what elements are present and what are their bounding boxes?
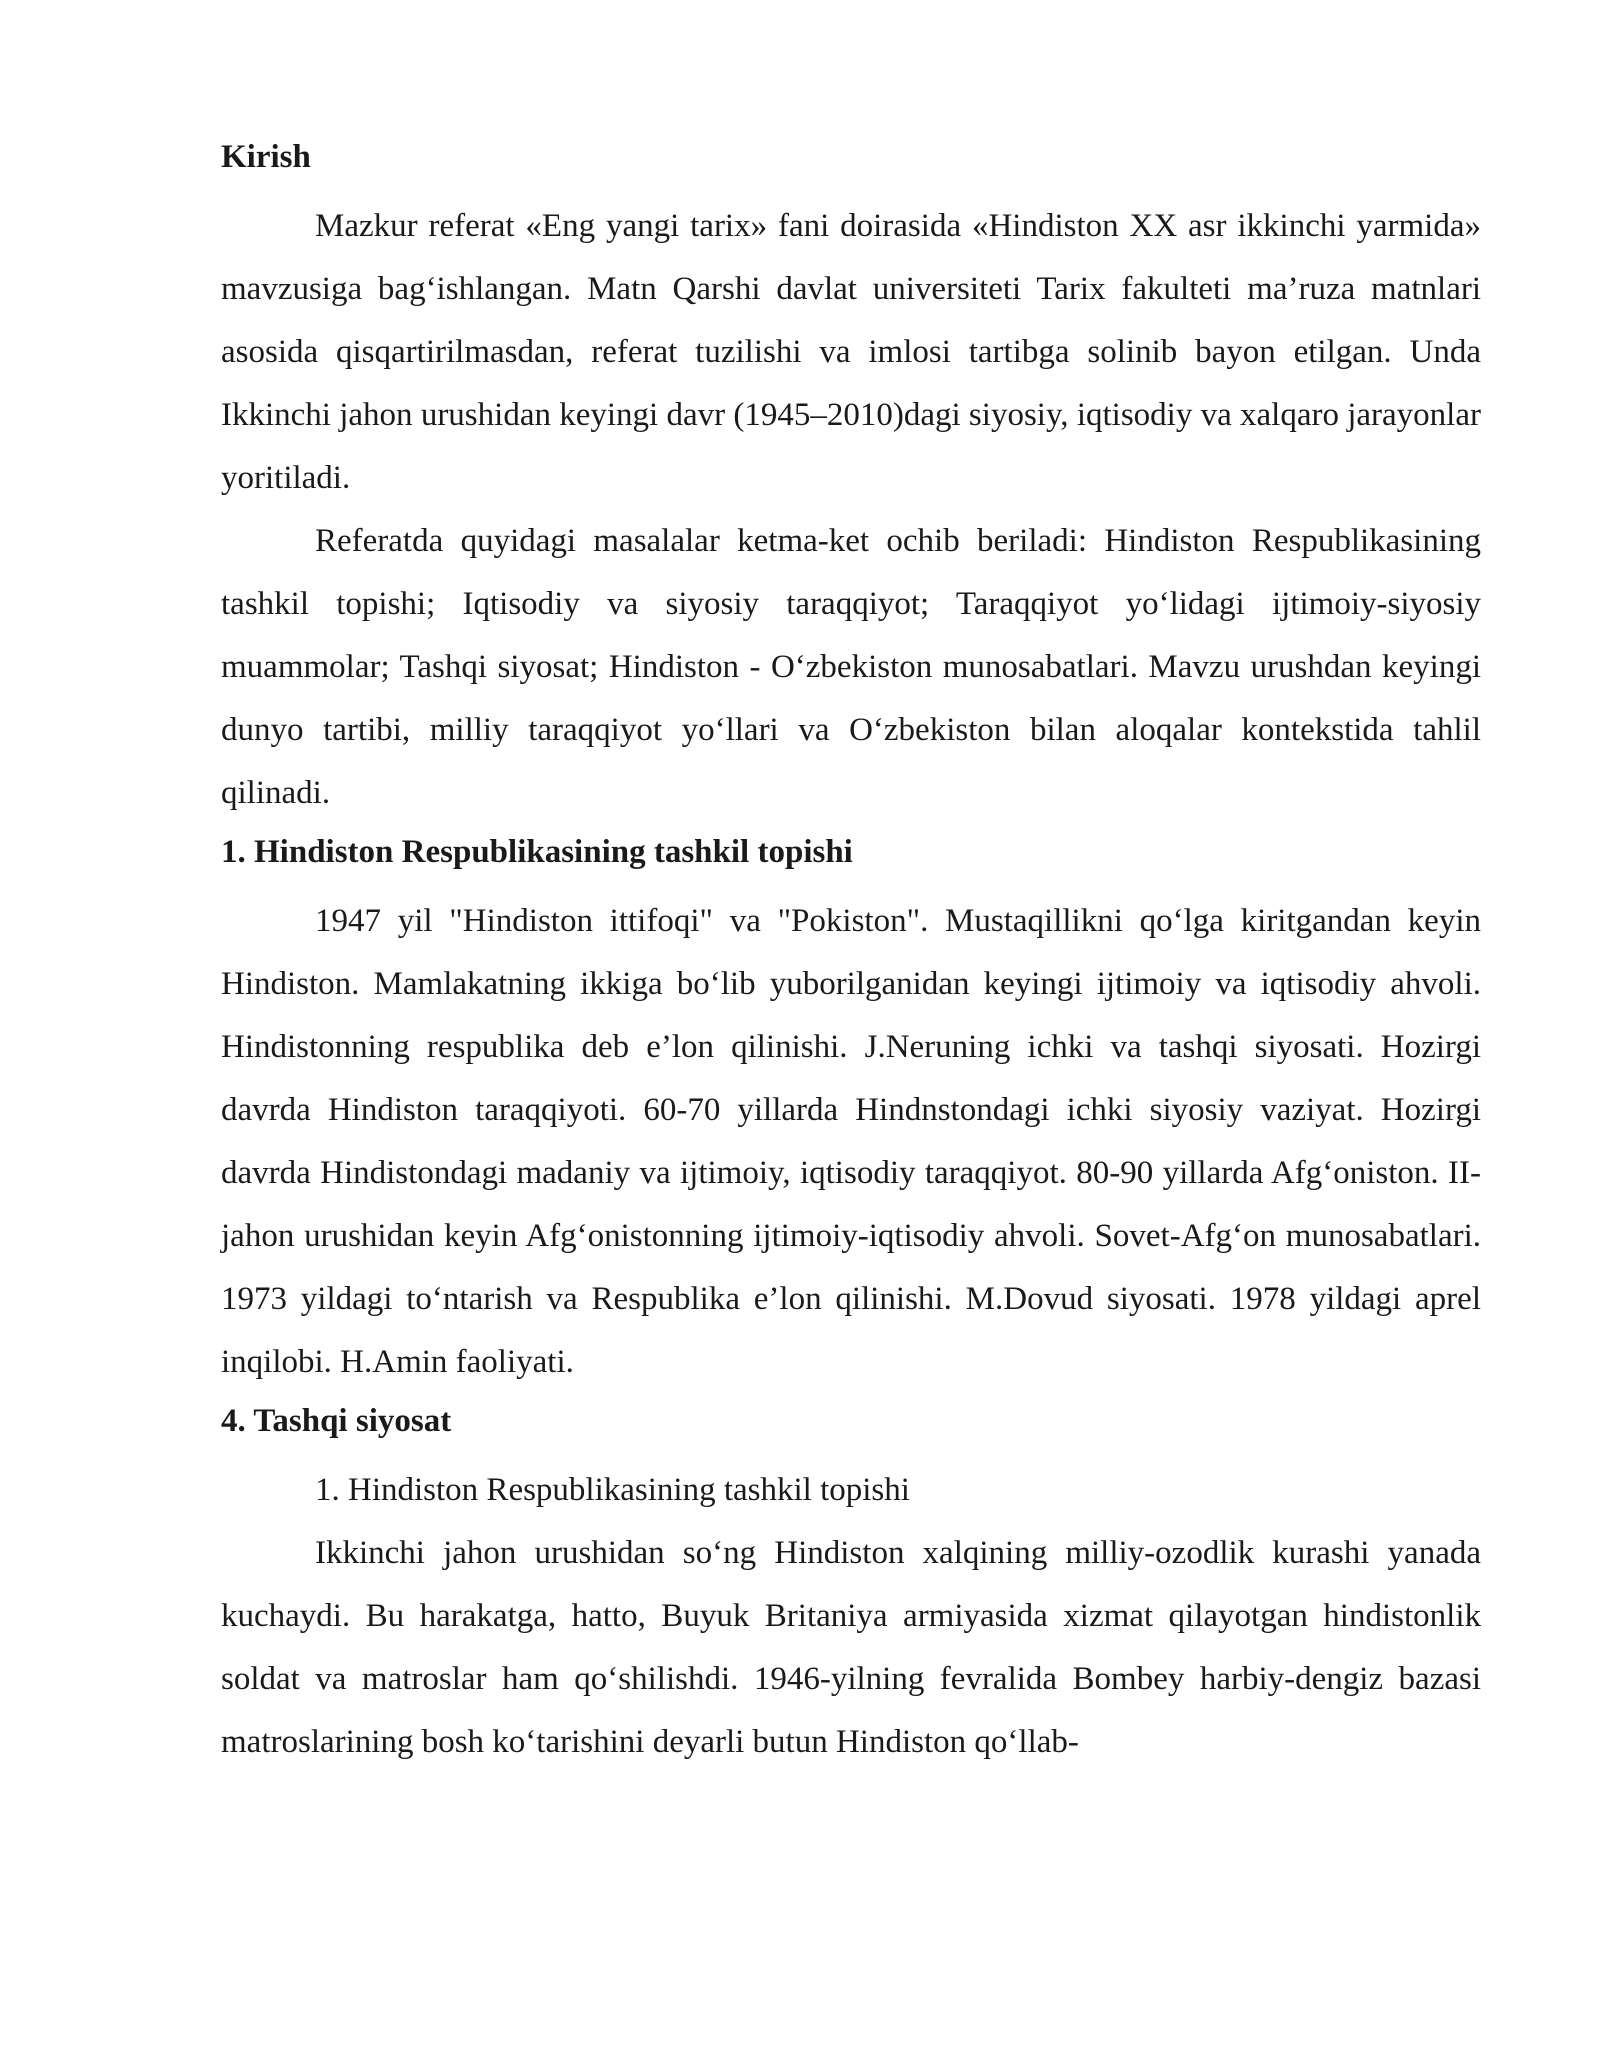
document-page [221,136,1481,1774]
heading-kirish: Kirish [221,139,311,175]
intro-paragraph-2: Referatda quyidagi masalalar ketma-ket ochib beriladi: Hindiston Respublikasining tashkil topishi; Iqtisodiy va siyosiy taraqqiyot; Taraqqiyot yo‘lidagi ijtimoiy-siyosiy muammolar; Tashqi siyosat; Hindiston - O‘zbekiston munosabatlari. Mavzu urushdan keyingi dunyo tartibi, milliy taraqqiyot yo‘llari va O‘zbekiston bilan aloqalar kontekstida tahlil qilinadi. [221,523,1481,811]
section-4-subheading: 1. Hindiston Respublikasining tashkil topishi [315,1472,910,1508]
section-1-paragraph: 1947 yil "Hindiston ittifoqi" va "Pokiston". Mustaqillikni qo‘lga kiritgandan keyin Hindiston. Mamlakatning ikkiga bo‘lib yuborilganidan keyingi ijtimoiy va iqtisodiy ahvoli. Hindistonning respublika deb e’lon qilinishi. J.Neruning ichki va tashqi siyosati. Hozirgi davrda Hindiston taraqqiyoti. 60-70 yillarda Hindnstondagi ichki siyosiy vaziyat. Hozirgi davrda Hindistondagi madaniy va ijtimoiy, iqtisodiy taraqqiyot. 80-90 yillarda Afg‘oniston. II-jahon urushidan keyin Afg‘onistonning ijtimoiy-iqtisodiy ahvoli. Sovet-Afg‘on munosabatlari. 1973 yildagi to‘ntarish va Respublika e’lon qilinishi. M.Dovud siyosati. 1978 yildagi aprel inqilobi. H.Amin faoliyati. [221,903,1481,1380]
heading-section-1: 1. Hindiston Respublikasining tashkil topishi [221,834,853,870]
intro-paragraph-1: Mazkur referat «Eng yangi tarix» fani doirasida «Hindiston XX asr ikkinchi yarmida» mavzusiga bag‘ishlangan. Matn Qarshi davlat universiteti Tarix fakulteti ma’ruza matnlari asosida qisqartirilmasdan, referat tuzilishi va imlosi tartibga solinib bayon etilgan. Unda Ikkinchi jahon urushidan keyingi davr (1945–2010)dagi siyosiy, iqtisodiy va xalqaro jarayonlar yoritiladi. [221,208,1481,496]
section-4-paragraph: Ikkinchi jahon urushidan so‘ng Hindiston xalqining milliy-ozodlik kurashi yanada kuchaydi. Bu harakatga, hatto, Buyuk Britaniya armiyasida xizmat qilayotgan hindistonlik soldat va matroslar ham qo‘shilishdi. 1946-yilning fevralida Bombey harbiy-dengiz bazasi matroslarining bosh ko‘tarishini deyarli butun Hindiston qo‘llab- [221,1535,1481,1760]
heading-section-4: 4. Tashqi siyosat [221,1403,452,1439]
